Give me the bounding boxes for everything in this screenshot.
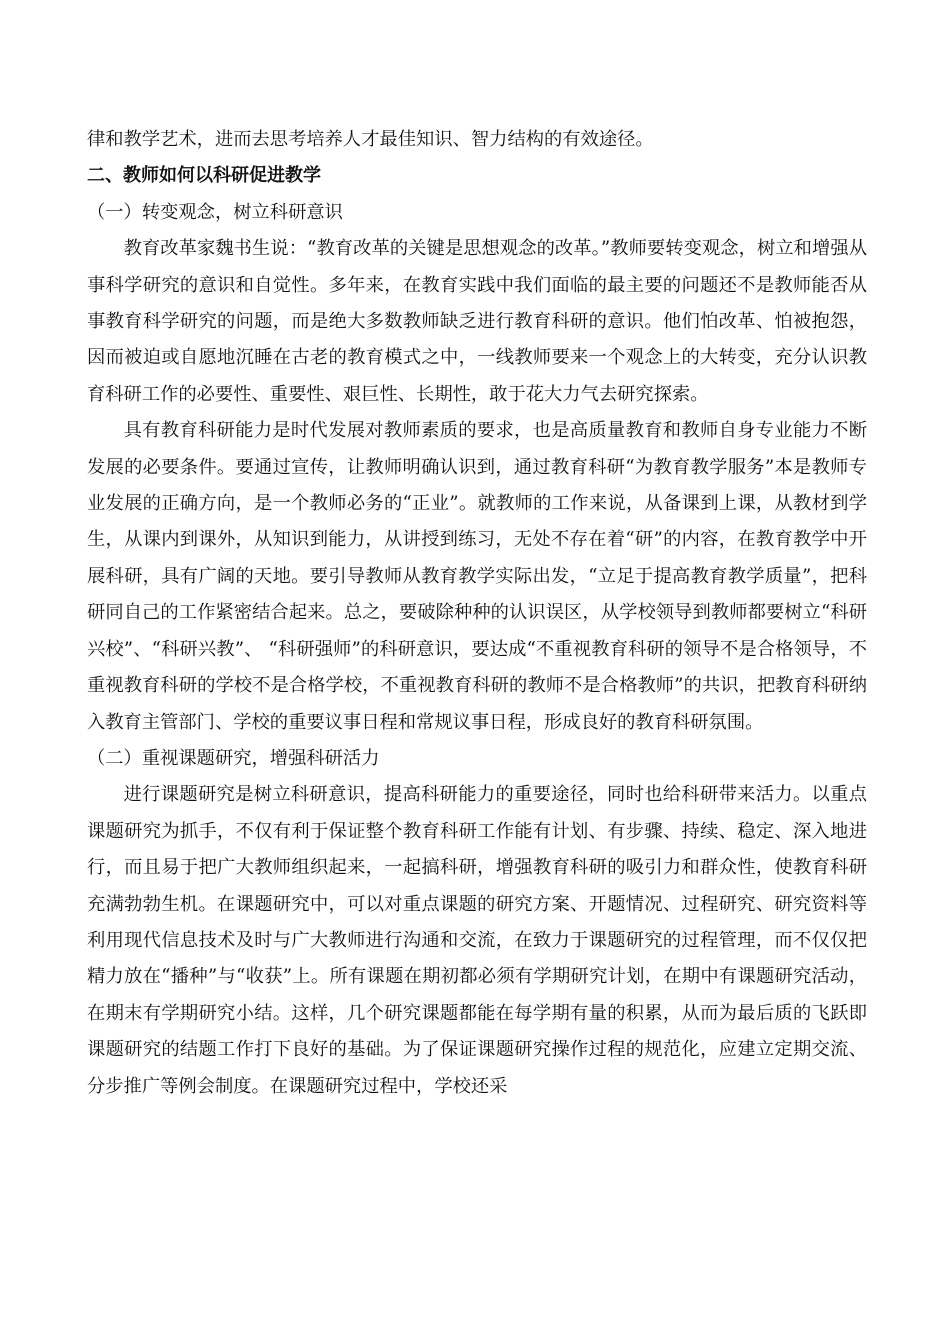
subsection-1-heading: （一）转变观念，树立科研意识 [87,201,343,223]
continuation-paragraph: 律和教学艺术，进而去思考培养人才最佳知识、智力结构的有效途径。 [87,129,654,150]
subsection-1-paragraph-2: 具有教育科研能力是时代发展对教师素质的要求，也是高质量教育和教师自身专业能力不断发展的必要条件。要通过宣传，让教师明确认识到，通过教育科研“为教育教学服务”本是教师专业发展的正确方向，是一个教师必务的“正业”。就教师的工作来说，从备课到上课，从教材到学生，从课内到课外，从知识到能力，从讲授到练习，无处不存在着“研”的内容，在教育教学中开展科研，具有广阔的天地。要引导教师从教育教学实际出发，“立足于提高教育教学质量”，把科研同自己的工作紧密结合起来。总之，要破除种种的认识误区，从学校领导到教师都要树立“科研兴校”、“科研兴教”、 “科研强师”的科研意识，要达成“不重视教育科研的领导不是合格领导，不重视教育科研的学校不是合格学校，不重视教育科研的教师不是合格教师”的共识，把教育科研纳入教育主管部门、学校的重要议事日程和常规议事日程，形成良好的教育科研氛围。 [87,420,867,733]
document-body [87,122,867,1105]
subsection-2-paragraph-1: 进行课题研究是树立科研意识，提高科研能力的重要途径，同时也给科研带来活力。以重点课题研究为抓手，不仅有利于保证整个教育科研工作能有计划、有步骤、持续、稳定、深入地进行，而且易于把广大教师组织起来，一起搞科研，增强教育科研的吸引力和群众性，使教育科研充满勃勃生机。在课题研究中，可以对重点课题的研究方案、开题情况、过程研究、研究资料等利用现代信息技术及时与广大教师进行沟通和交流，在致力于课题研究的过程管理，而不仅仅把精力放在“播种”与“收获”上。所有课题在期初都必须有学期研究计划，在期中有课题研究活动，在期末有学期研究小结。这样，几个研究课题都能在每学期有量的积累，从而为最后质的飞跃即课题研究的结题工作打下良好的基础。为了保证课题研究操作过程的规范化，应建立定期交流、分步推广等例会制度。在课题研究过程中，学校还采 [87,784,867,1097]
section-heading: 二、教师如何以科研促进教学 [87,165,321,187]
subsection-2-heading: （二）重视课题研究，增强科研活力 [87,747,380,769]
subsection-1-paragraph-1: 教育改革家魏书生说：“教育改革的关键是思想观念的改革。”教师要转变观念，树立和增强从事科学研究的意识和自觉性。多年来，在教育实践中我们面临的最主要的问题还不是教师能否从事教育科学研究的问题，而是绝大多数教师缺乏进行教育科研的意识。他们怕改革、怕被抱怨，因而被迫或自愿地沉睡在古老的教育模式之中，一线教师要来一个观念上的大转变，充分认识教育科研工作的必要性、重要性、艰巨性、长期性，敢于花大力气去研究探索。 [87,238,867,405]
